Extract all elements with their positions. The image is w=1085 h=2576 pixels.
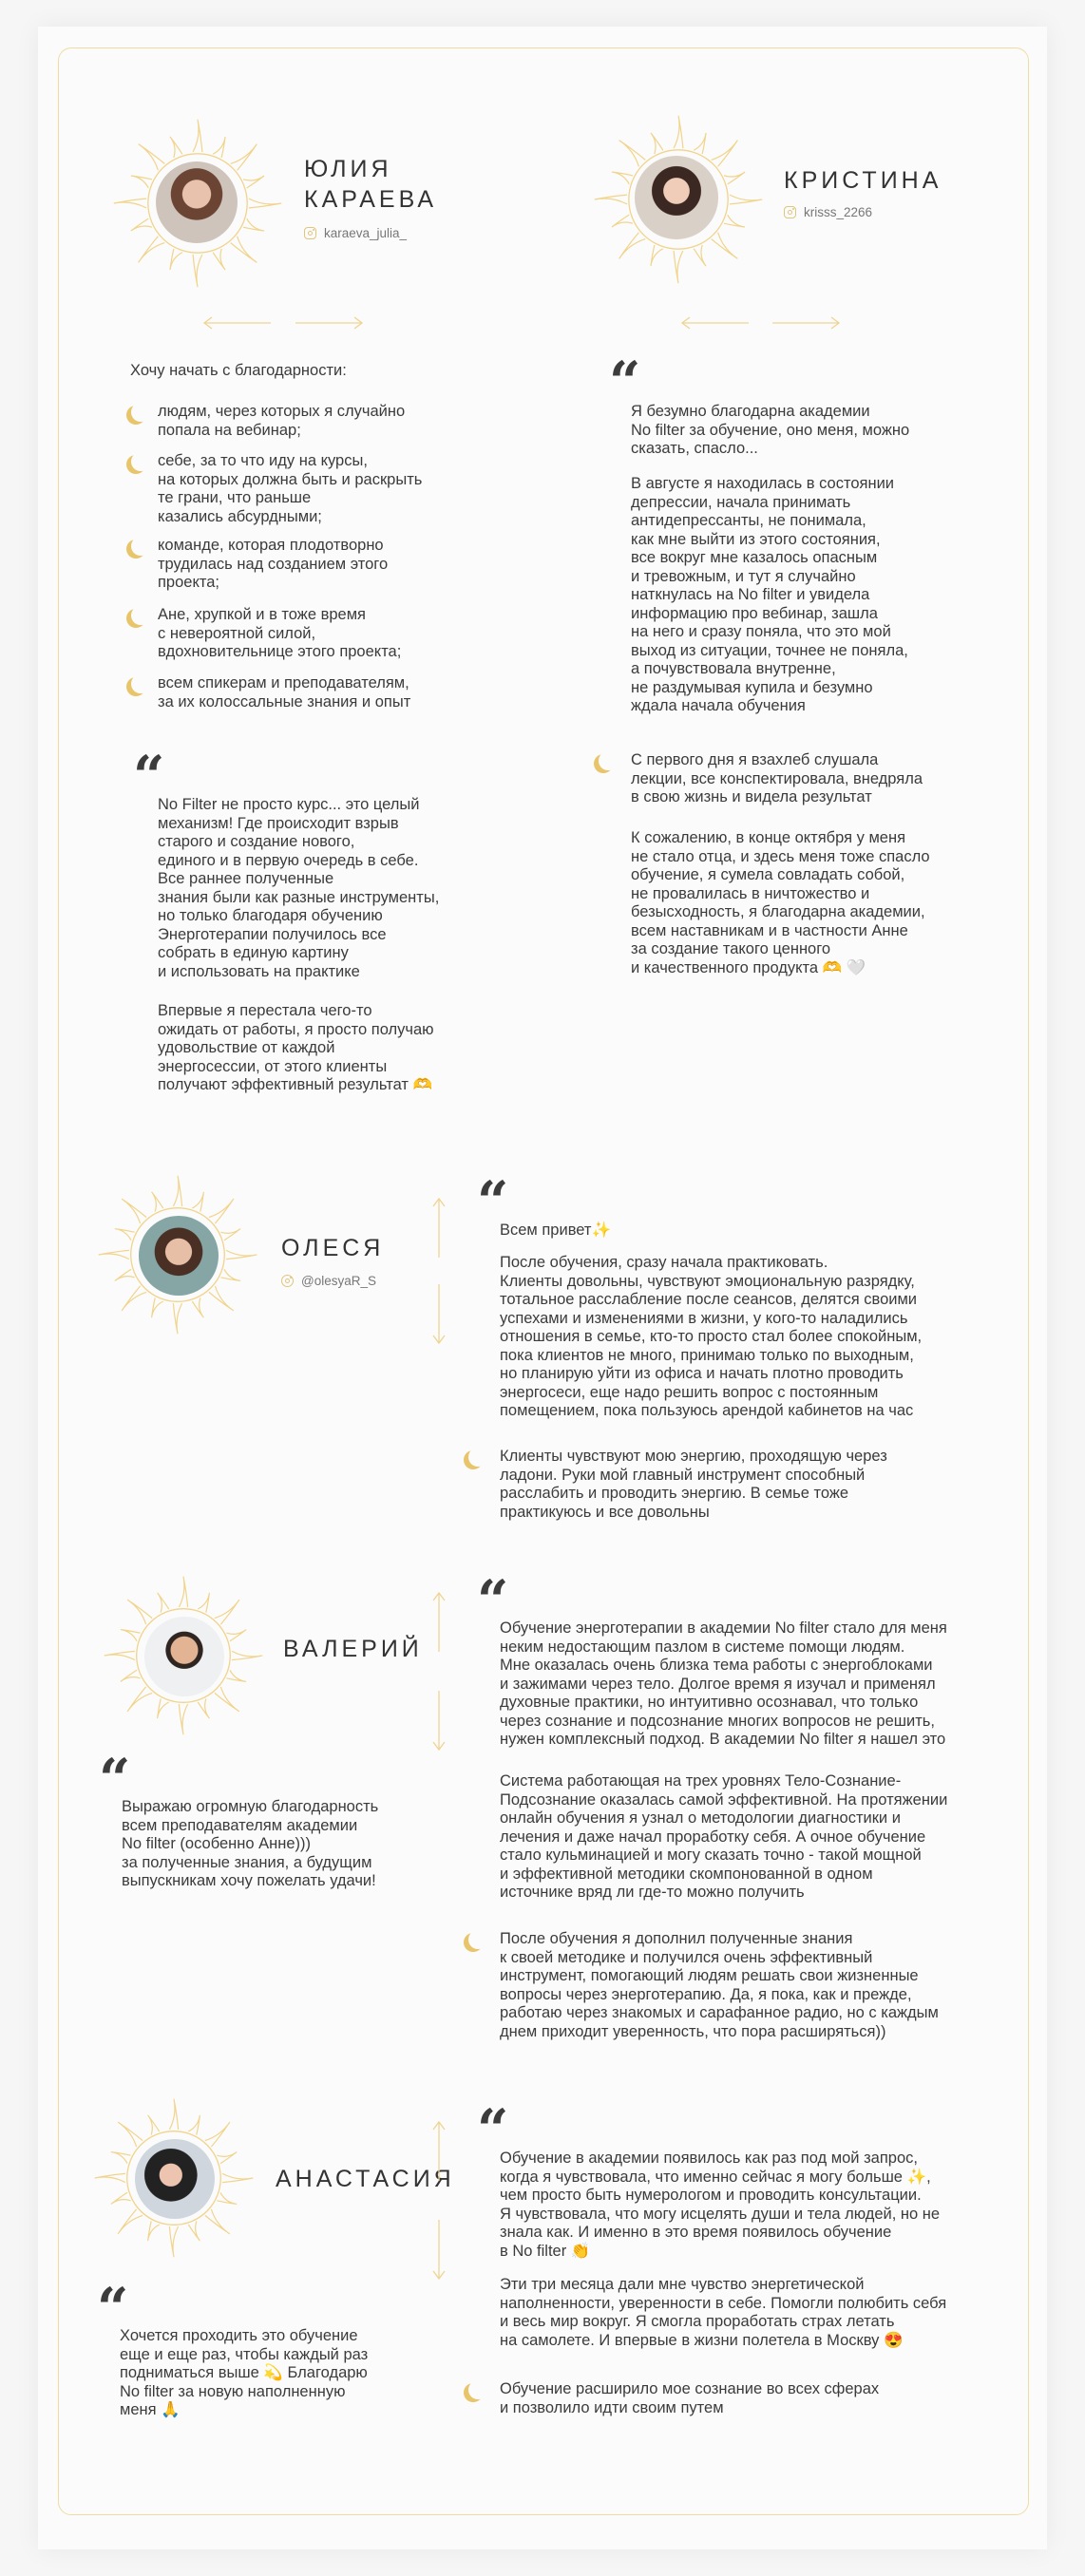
bullet-text: Клиенты чувствуют мою энергию, проходящую через ладони. Руки мой главный инструмент способный расслабить и проводить энергию. В семье тоже практикуюсь и все довольны <box>500 1448 887 1521</box>
bullet-text: людям, через которых я случайно попала на вебинар; <box>158 403 406 439</box>
sun-ray-icon <box>213 249 225 270</box>
sun-ray-icon <box>115 1229 135 1241</box>
sun-ray-icon <box>205 2209 230 2234</box>
sun-ray-icon <box>724 215 745 227</box>
sun-ray-icon <box>169 2099 178 2130</box>
moon-bullet-icon <box>131 606 150 625</box>
bullet-text: себе, за то что иду на курсы, на которых должна быть и раскрыть те грани, что раньше казались абсурдными; <box>158 452 423 525</box>
sun-ray-icon <box>114 199 146 208</box>
sun-ray-icon <box>170 137 182 158</box>
sun-ray-icon <box>193 120 202 152</box>
person-name: ВАЛЕРИЙ <box>283 1636 423 1662</box>
sun-ray-icon <box>674 116 683 148</box>
sun-ray-icon <box>243 218 264 231</box>
bullet-text: С первого дня я взахлеб слушала лекции, все конспектировала, внедряла в свою жизнь и видела результат <box>631 751 923 805</box>
sun-ray-icon <box>188 2115 200 2135</box>
sun-ray-icon <box>619 141 646 167</box>
sun-ray-icon <box>99 1250 129 1259</box>
sun-ray-icon <box>205 2122 230 2147</box>
arrow-down-icon <box>432 2218 446 2281</box>
sun-ray-icon <box>127 1687 152 1712</box>
avatar-olesya <box>139 1216 219 1296</box>
moon-bullet-icon <box>468 1448 487 1467</box>
handle-text: @olesyaR_S <box>301 1274 376 1288</box>
quote-mark: “ <box>477 1169 509 1234</box>
person-name: КРИСТИНА <box>784 167 942 194</box>
sun-ray-icon <box>231 144 257 171</box>
sun-ray-icon <box>612 172 633 184</box>
instagram-handle[interactable] <box>784 205 872 219</box>
arrow-left-icon <box>680 316 751 330</box>
sun-ray-icon <box>192 1297 203 1317</box>
sun-ray-icon <box>121 1630 141 1641</box>
review-text: Система работающая на трех уровнях Тело-Сознание- Подсознание оказалась самой эффективной. На протяжении онлайн обучения я узнал о методологии диагностики и лечения и даже начал проработку себя. А очное обучение стало кульминацией и могу сказать точно - такой мощной и эффективной методики скомпонованной в одном источнике вряд ли где-то можно получить <box>500 1772 948 1901</box>
sun-ray-icon <box>179 1577 187 1607</box>
sun-ray-icon <box>694 245 706 266</box>
sun-ray-icon <box>148 2221 160 2241</box>
sun-ray-icon <box>217 2192 237 2204</box>
sun-ray-icon <box>139 144 165 171</box>
sun-ray-icon <box>118 2209 143 2234</box>
quote-mark: “ <box>97 2276 129 2340</box>
sun-ray-icon <box>122 1286 146 1311</box>
sun-ray-icon <box>651 133 663 154</box>
sun-ray-icon <box>209 1286 234 1311</box>
vk-handle[interactable] <box>281 1274 376 1288</box>
sun-ray-icon <box>694 133 706 154</box>
sun-ray-icon <box>173 1303 181 1334</box>
person-name: ОЛЕСЯ <box>281 1235 385 1261</box>
sun-ray-icon <box>139 237 165 263</box>
arrow-up-icon <box>432 1591 446 1654</box>
quote-mark: “ <box>99 1747 131 1811</box>
sun-ray-icon <box>193 255 202 287</box>
sun-ray-icon <box>595 195 627 204</box>
quote-mark: “ <box>133 744 165 808</box>
handle-text: krisss_2266 <box>804 205 873 219</box>
sun-ray-icon <box>118 2122 143 2147</box>
instagram-icon <box>304 227 316 239</box>
review-quote: No Filter не просто курс... это целый механизм! Где происходит взрыв старого и создание нового, единого и в первую очередь в себе. Все раннее полученные знания были как разные инструменты, но только благодаря обучению Энерготерапии получилось все собрать в единую картину и использовать на практике <box>158 796 440 980</box>
sun-ray-icon <box>612 215 633 227</box>
moon-bullet-icon <box>468 1930 487 1949</box>
person-name: АНАСТАСИЯ <box>276 2166 455 2192</box>
sun-ray-icon <box>712 233 738 259</box>
review-side-text: Выражаю огромную благодарность всем преподавателям академии No filter (особенно Анне))) за полученные знания, а будущим выпускникам хочу пожелать удачи! <box>122 1798 379 1889</box>
sun-ray-icon <box>152 1192 163 1212</box>
review-side-text: Хочется проходить это обучение еще и еще раз, чтобы каждый раз подниматься выше 💫 Благодарю No filter за новую наполненную меня 🙏 <box>120 2327 369 2418</box>
sun-ray-icon <box>226 1630 246 1641</box>
sun-ray-icon <box>127 1600 152 1624</box>
arrow-down-icon <box>432 1689 446 1752</box>
sun-ray-icon <box>232 1651 262 1659</box>
sun-ray-icon <box>226 1250 257 1259</box>
bullet-text: команде, которая плодотворно трудилась над созданием этого проекта; <box>158 537 389 591</box>
sun-ray-icon <box>148 2115 160 2135</box>
sun-ray-icon <box>724 172 745 184</box>
arrow-right-icon <box>294 316 364 330</box>
sun-ray-icon <box>169 2226 178 2257</box>
sun-ray-icon <box>215 1600 239 1624</box>
arrow-up-icon <box>432 1197 446 1260</box>
sun-ray-icon <box>105 1651 135 1659</box>
sun-ray-icon <box>158 1698 169 1718</box>
sun-ray-icon <box>131 218 152 231</box>
bullet-text: всем спикерам и преподавателям, за их колоссальные знания и опыт <box>158 674 411 710</box>
sun-ray-icon <box>213 137 225 158</box>
quote-mark: “ <box>609 350 641 414</box>
sun-ray-icon <box>95 2173 125 2182</box>
sun-ray-icon <box>111 2192 131 2204</box>
bullet-text: Обучение расширило мое сознание во всех сферах и позволило идти своим путем <box>500 2380 880 2416</box>
sun-ray-icon <box>249 199 281 208</box>
arrow-left-icon <box>202 316 273 330</box>
sun-ray-icon <box>121 1670 141 1681</box>
vk-icon <box>281 1275 294 1287</box>
sun-ray-icon <box>619 233 646 259</box>
bullet-text: Ане, хрупкой и в тоже время с невероятной силой, вдохновительнице этого проекта; <box>158 606 402 660</box>
arrow-down-icon <box>432 1282 446 1345</box>
moon-bullet-icon <box>599 751 618 770</box>
sun-ray-icon <box>131 176 152 188</box>
arrow-up-icon <box>432 2120 446 2183</box>
sun-ray-icon <box>243 176 264 188</box>
review-text: Я безумно благодарна академии No filter за обучение, оно меня, можно сказать, спасло... <box>631 403 910 457</box>
sun-ray-icon <box>651 245 663 266</box>
avatar-yulia <box>156 161 238 243</box>
arrow-right-icon <box>771 316 841 330</box>
review-text: Обучение энерготерапии в академии No filter стало для меня неким недостающим пазлом в системе помощи людям. Мне оказалась очень близка тема работы с энергоблоками и зажимами через тело. Долгое время я изучал и применял духовные практики, но интуитивно осознавал, что только через сознание и подсознание многих вопросов не решить, нужен комплексный подход. В академии No filter я нашел это <box>500 1619 947 1748</box>
sun-ray-icon <box>217 2152 237 2164</box>
moon-bullet-icon <box>131 403 150 422</box>
sun-ray-icon <box>152 1297 163 1317</box>
sun-ray-icon <box>231 237 257 263</box>
sun-ray-icon <box>122 1199 146 1223</box>
sun-ray-icon <box>220 1269 240 1280</box>
moon-bullet-icon <box>131 674 150 693</box>
avatar-anastasia <box>135 2139 215 2219</box>
bullet-text: После обучения я дополнил полученные знания к своей методике и получился очень эффективный инструмент, помогающий людям решать свои жизненные вопросы через энерготерапию. Да, я пока, как и прежде, работаю через знакомых и сарафанное радио, но с каждым днем приходит уверенность, что пора расширяться)) <box>500 1930 939 2040</box>
review-text: Обучение в академии появилось как раз под мой запрос, когда я чувствовала, что именно сейчас я могу больше ✨, чем просто быть нумерологом и проводить консультации. Я чувствовала, что могу исцелять души и тела людей, но не знала как. И именно в это время появилось обучение в No filter 👏 <box>500 2150 941 2260</box>
sun-ray-icon <box>222 2173 253 2182</box>
sun-ray-icon <box>158 1593 169 1613</box>
sun-ray-icon <box>115 1269 135 1280</box>
review-text: Всем привет✨ <box>500 1222 611 1239</box>
moon-bullet-icon <box>468 2380 487 2399</box>
moon-bullet-icon <box>131 537 150 556</box>
sun-ray-icon <box>188 2221 200 2241</box>
sun-ray-icon <box>220 1229 240 1241</box>
sun-ray-icon <box>209 1199 234 1223</box>
review-quote: Впервые я перестала чего-то ожидать от работы, я просто получаю удовольствие от каждой энергосессии, от этого клиенты получают эффективный результат 🫶 <box>158 1002 434 1093</box>
sun-ray-icon <box>730 195 762 204</box>
quote-mark: “ <box>477 1568 509 1633</box>
sun-ray-icon <box>170 249 182 270</box>
review-intro: Хочу начать с благодарности: <box>130 362 347 379</box>
review-text: Эти три месяца дали мне чувство энергетической наполненности, уверенности в себе. Помогли полюбить себя и весь мир вокруг. Я смогла проработать страх летать на самолете. И впервые в жизни полетела в Москву 😍 <box>500 2276 947 2349</box>
sun-ray-icon <box>674 251 683 283</box>
sun-ray-icon <box>111 2152 131 2164</box>
handle-text: karaeva_julia_ <box>324 226 408 240</box>
sun-ray-icon <box>173 1176 181 1206</box>
person-name: ЮЛИЯ КАРАЕВА <box>304 156 438 213</box>
sun-ray-icon <box>198 1698 209 1718</box>
review-text: К сожалению, в конце октября у меня не стало отца, и здесь меня тоже спасло обучение, я сумела совладать собой, не провалилась в ничтожество и безысходность, я благодарна академии, всем наставникам и в частности Анне за создание такого ценного и качественного продукта 🫶 🤍 <box>631 829 930 976</box>
quote-mark: “ <box>477 2097 509 2162</box>
instagram-icon <box>784 206 796 218</box>
sun-ray-icon <box>226 1670 246 1681</box>
sun-ray-icon <box>712 141 738 167</box>
sun-ray-icon <box>198 1593 209 1613</box>
sun-ray-icon <box>215 1687 239 1712</box>
sun-ray-icon <box>179 1704 187 1734</box>
sun-ray-icon <box>192 1192 203 1212</box>
avatar-kristina <box>635 156 718 239</box>
avatar-valery <box>144 1617 224 1696</box>
moon-bullet-icon <box>131 452 150 471</box>
review-text: После обучения, сразу начала практиковать. Клиенты довольны, чувствуют эмоциональную разрядку, тотальное расслабление после сеансов, делятся своими успехами и изменениями в жизни, у кого-то наладились отношения в семье, кто-то просто стал более спокойным, пока клиентов не много, принимаю только по выходным, но планирую уйти из офиса и начать плотно проводить энергосеси, еще надо решить вопрос с постоянным помещением, пока пользуюсь арендой кабинетов на час <box>500 1254 923 1419</box>
review-text: В августе я находилась в состоянии депрессии, начала принимать антидепрессанты, не понимала, как мне выйти из этого состояния, все вокруг мне казалось опасным и тревожным, и тут я случайно наткнулась на No filter и увидела информацию про вебинар, зашла на него и сразу поняла, что это мой выход из ситуации, точнее не поняла, а почувствовала внутренне, не раздумывая купила и безумно ждала начала обучения <box>631 475 908 714</box>
instagram-handle[interactable] <box>304 226 407 240</box>
